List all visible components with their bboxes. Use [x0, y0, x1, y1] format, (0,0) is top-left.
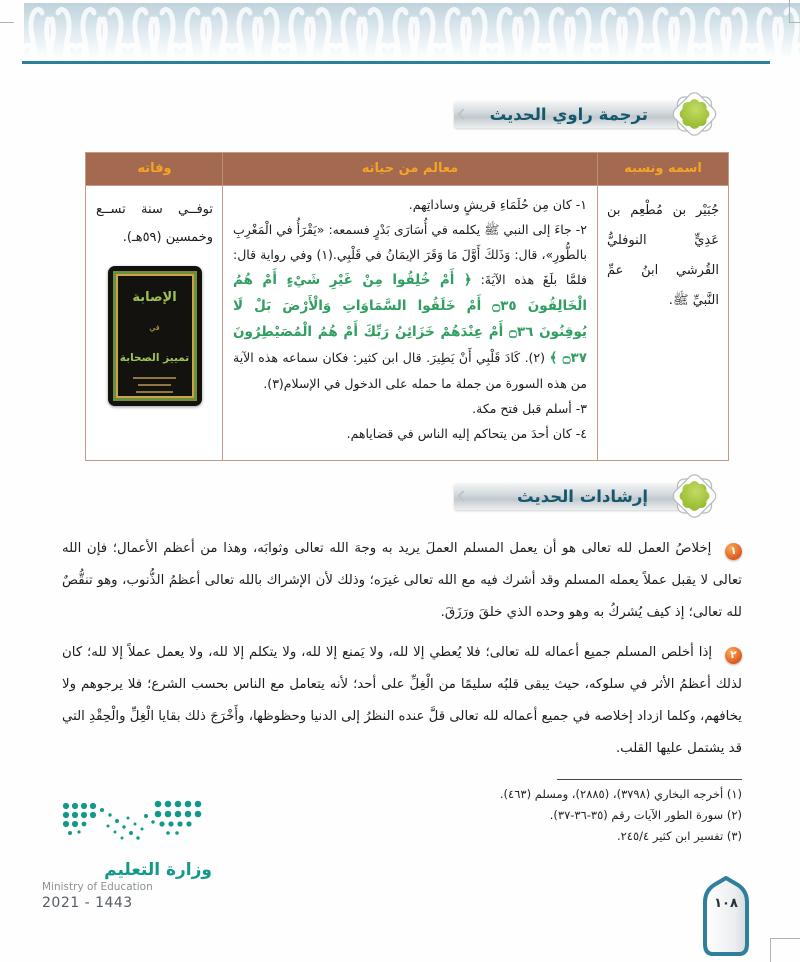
narrator-table: [85, 152, 729, 461]
print-mark: [0, 22, 14, 23]
table-header-row: [86, 153, 728, 186]
ministry-wordmark: وزارة التعليم: [104, 860, 212, 880]
life-item-3: ٣- أسلم قبل فتح مكة.: [472, 401, 587, 416]
chevron-left-icon: [457, 490, 468, 501]
print-mark: [770, 938, 800, 962]
heading-bar: [454, 483, 698, 510]
table-body-row: [86, 186, 728, 460]
guidance-item: [62, 533, 742, 629]
life-item-1: ١- كان مِن حُلَمَاءِ قريشٍ وساداتِهم.: [408, 197, 587, 212]
book-cover-frame: [113, 271, 197, 401]
ministry-logo: [42, 796, 212, 911]
book-title-line2: في: [149, 323, 160, 332]
life-item-2-after: (٢). كَادَ قَلْبِي أَنْ يَطِيرَ. قال ابن كثير: فكان سماعه هذه الآية من هذه السورة من جملة ما حمله على الدخول في الإسلام(٣).: [233, 350, 587, 391]
guidance-list: [62, 533, 742, 773]
page-number: ١٠٨: [714, 896, 738, 911]
section-title: ترجمة راوي الحديث: [489, 105, 648, 124]
footnote: (٣) تفسير ابن كثير ٢٤٥/٤.: [616, 829, 742, 843]
page-number-badge: [702, 876, 750, 956]
edition-years: 2021 - 1443: [42, 895, 133, 911]
footnote-divider: [557, 779, 742, 780]
book-title-line3: تمييز الصحابة: [119, 352, 190, 364]
rosette-icon: [667, 470, 722, 522]
name-lineage-cell: جُبَيْر بن مُطْعِم بن عَدِيٍّ النوفليُّ القُرشي ابنُ عمِّ النَّبيِّ ﷺ.: [597, 186, 728, 460]
column-header-death: وفاته: [137, 161, 172, 176]
life-item-2-intro: ٢- جاءَ إلى النبي ﷺ يكلمه في أُسَارَى بَدْرٍ فسمعه: «يَقْرَأُ في الْمَغْرِبِ بالطُّورِ»، قال: وَذَلكَ أَوَّلَ مَا وَقَرَ الإيمَانُ في قَلْبِي.(١) وفي رواية قال: فلمَّا بلَغَ هذه الآيَةَ:: [233, 222, 588, 287]
section-heading-narrator: [454, 88, 704, 140]
footnote: (٢) سورة الطور الآيات رقم (٣٥-٣٦-٣٧).: [549, 808, 742, 822]
life-item-2: [233, 217, 587, 396]
chevron-left-icon: [457, 108, 468, 119]
life-milestones-cell: [222, 186, 597, 460]
print-mark: [789, 0, 800, 23]
guidance-item: [62, 637, 742, 765]
rosette-icon: [667, 88, 722, 140]
column-header-life: معالم من حياته: [222, 153, 597, 185]
death-text: توفــي سنة تســع وخمسين (٥٩هـ).: [96, 202, 213, 245]
ornamental-header-band: [24, 3, 800, 58]
quran-verse: ﴿ أَمْ خُلِقُوا مِنْ غَيْرِ شَيْءٍ أَمْ هُمُ الْخَالِقُونَ ۝٣٥ أَمْ خَلَقُوا السَّمَاوَاتِ وَالْأَرْضَ بَلْ لَا يُوقِنُونَ ۝٣٦ أَمْ عِنْدَهُمْ خَزَائِنُ رَبِّكَ أَمْ هُمُ الْمُصَيْطِرُونَ ۝٣٧ ﴾: [233, 272, 587, 366]
book-ornament: [133, 377, 176, 379]
arch-badge-shape: [702, 876, 750, 956]
guidance-text: إخلاصُ العمل لله تعالى هو أن يعمل المسلم العملَ يريد به وجهَ الله تعالى وثوابَه، وهذا من أعظم الأعمال؛ فإن الله تعالى لا يقبل عملاً يعمله المسلم وقد أشرك فيه مع الله تعالى غيرَه؛ وذلك لأن الإشراك بالله تعالى أعظمُ الذُّنوب، وهو تنقُّصٌ لله تعالى؛ إذ كيف يُشركُ به وهو وحده الذي خلقَ ورَزَقَ.: [62, 541, 742, 620]
book-title-line1: الإصابة: [132, 290, 177, 305]
guidance-text: إذا أخلص المسلم جميع أعماله لله تعالى؛ فلا يُعطي إلا لله، ولا يَمنع إلا لله، ولا يتكلم إلا لله، ولا يعمل عملاً إلا لله؛ كان لذلك أعظمُ الأثر في سلوكه، حيث يبقى قلبُه سليمًا من الْغِلِّ على أحد؛ لأنه يتعامل مع الناس بحسب الشرع؛ فلا يرجوهم ولا يخافهم، وكلما ازداد إخلاصه في جميع أعماله لله تعالى قلَّ عنده النظرُ إلى الدنيا وحظوظها، وأَخْرَجَ ذلك بقايا الْغِلِّ والْحِقْدِ التي قد يشتمل عليها القلب.: [62, 645, 742, 756]
book-ornament: [136, 391, 173, 393]
life-item-4: ٤- كان أحدَ من يتحاكم إليه الناس في قضاياهم.: [346, 426, 587, 441]
ministry-logo-dots-icon: [58, 796, 208, 858]
item-number-badge: ٢: [725, 647, 742, 664]
header-divider-rule: [22, 61, 770, 64]
column-header-name: اسمه ونسبه: [597, 153, 728, 185]
book-ornament: [138, 384, 171, 386]
section-title: إرشادات الحديث: [517, 487, 648, 506]
book-cover-image: [108, 266, 202, 406]
ministry-name-en: Ministry of Education: [42, 881, 153, 893]
heading-bar: [454, 101, 698, 128]
section-heading-guidance: [454, 470, 704, 522]
death-cell: [87, 186, 222, 460]
footnote: (١) أخرجه البخاري (٣٧٩٨)، (٢٨٨٥)، ومسلم (٤٦٣).: [499, 787, 742, 801]
footnotes: [312, 779, 742, 847]
item-number-badge: ١: [725, 543, 742, 560]
